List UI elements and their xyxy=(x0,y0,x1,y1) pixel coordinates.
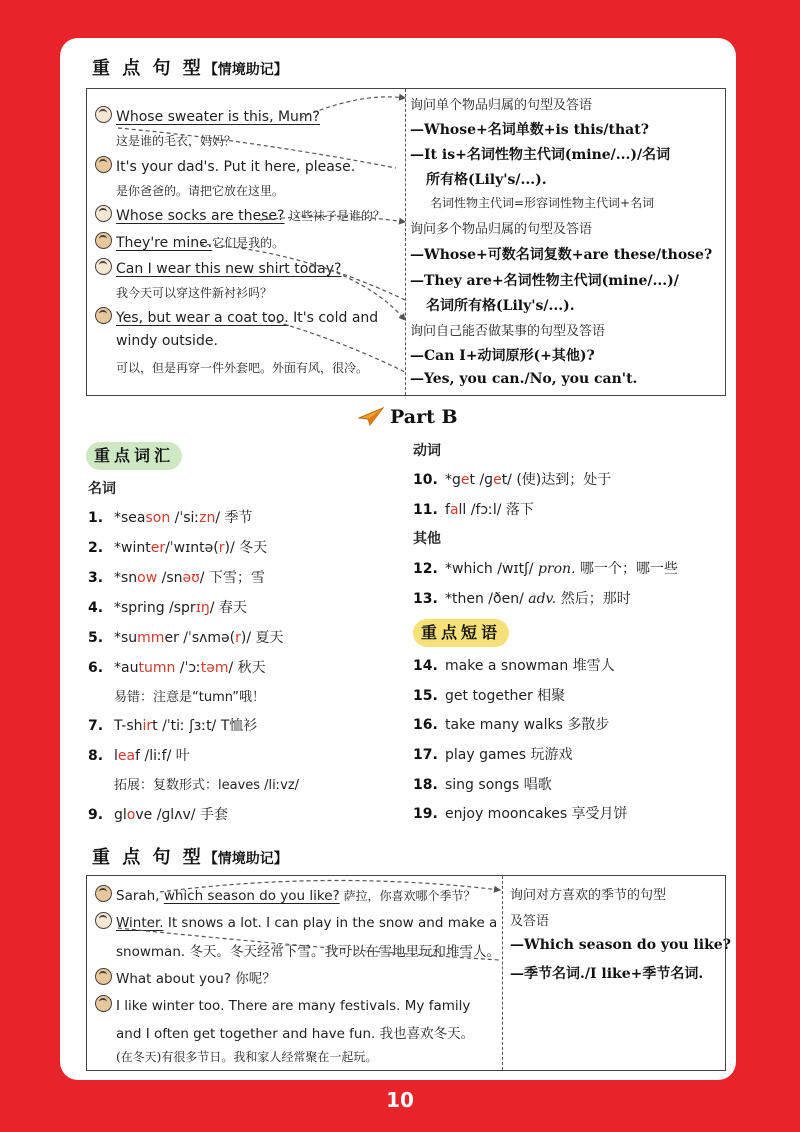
vocab-note: 易错：注意是“tumn”哦！ xyxy=(114,690,265,705)
dialog-line: It's your dad's. Put it here, please. xyxy=(95,156,355,175)
vocab-item: 13. *then /ðen/ adv. 然后；那时 xyxy=(413,591,631,607)
pattern-line: —Yes, you can./No, you can't. xyxy=(410,371,638,387)
paper-plane-icon xyxy=(358,406,384,426)
dialog-translation: 我今天可以穿这件新衬衫吗？ xyxy=(116,286,273,300)
part-title: Part B xyxy=(358,406,458,428)
pattern-line: 名词所有格(Lily's/...). xyxy=(426,298,575,314)
woman-face-icon xyxy=(95,307,112,324)
dialog-line-cont: and I often get together and have fun. 我也喜欢冬天。 xyxy=(116,1026,475,1042)
pattern-heading: 及答语 xyxy=(510,914,550,929)
dialog-line: Can I wear this new shirt today? xyxy=(95,258,341,277)
phrase-item: 18. sing songs 唱歌 xyxy=(413,777,552,793)
boy-face-icon xyxy=(95,995,112,1012)
phrase-item: 15. get together 相聚 xyxy=(413,688,566,704)
boy-face-icon xyxy=(95,885,112,902)
pattern-heading: 询问多个物品归属的句型及答语 xyxy=(410,222,593,237)
vocab-item: 12. *which /wɪtʃ/ pron. 哪一个；哪一些 xyxy=(413,561,678,577)
dialog-translation: 可以，但是再穿一件外套吧。外面有风，很冷。 xyxy=(116,361,369,375)
pattern-line: —Whose+名词单数+is this/that? xyxy=(410,122,649,138)
phrase-item: 17. play games 玩游戏 xyxy=(413,747,573,763)
section-subtitle: 【情境助记】 xyxy=(203,62,288,78)
pattern-line: —It is+名词性物主代词(mine/...)/名词 xyxy=(410,147,671,163)
section-title-text: 重 点 句 型 xyxy=(92,58,204,79)
girl-face-icon xyxy=(95,205,112,222)
vocab-item: 3. *snow /snəʊ/ 下雪；雪 xyxy=(88,570,265,586)
vocab-item: 9. glove /ɡlʌv/ 手套 xyxy=(88,807,228,823)
pattern-line: —They are+名词性物主代词(mine/...)/ xyxy=(410,273,679,289)
pattern-line: —Which season do you like? xyxy=(510,937,731,953)
dialog-line-cont: windy outside. xyxy=(116,333,218,349)
dialog-translation: (在冬天)有很多节日。我和家人经常聚在一起玩。 xyxy=(116,1050,378,1064)
page-number: 10 xyxy=(386,1088,414,1112)
dialog-line: Yes, but wear a coat too. It's cold and xyxy=(95,307,378,326)
vocab-item: 7. T-shirt /ˈtiː ʃɜːt/ T恤衫 xyxy=(88,718,258,734)
vocab-heading: 重点词汇 xyxy=(86,442,182,470)
sentence-section-title-2: 重 点 句 型【情境助记】 xyxy=(92,847,288,868)
vocab-item: 10. *get /ɡet/ (使)达到；处于 xyxy=(413,472,612,488)
woman-face-icon xyxy=(95,232,112,249)
dialog-line: Whose socks are these? 这些袜子是谁的？ xyxy=(95,205,385,224)
phrase-item: 16. take many walks 多散步 xyxy=(413,717,610,733)
phrase-heading: 重点短语 xyxy=(413,619,509,647)
other-label: 其他 xyxy=(413,531,441,547)
dialog-line: They're mine.它们是我的。 xyxy=(95,232,284,251)
pattern-note: 名词性物主代词=形容词性物主代词+名词 xyxy=(430,196,655,210)
vocab-item: 6. *autumn /ˈɔːtəm/ 秋天 xyxy=(88,660,266,676)
pattern-line: 所有格(Lily's/...). xyxy=(426,172,547,188)
noun-label: 名词 xyxy=(88,481,116,497)
pattern-heading: 询问对方喜欢的季节的句型 xyxy=(510,888,667,903)
phrase-item: 14. make a snowman 堆雪人 xyxy=(413,658,615,674)
sentence-section-title-1 xyxy=(92,54,288,80)
vocab-item: 8. leaf /liːf/ 叶 xyxy=(88,748,190,764)
pattern-line: —Can I+动词原形(+其他)? xyxy=(410,348,595,364)
box-divider xyxy=(405,89,406,395)
phrase-item: 19. enjoy mooncakes 享受月饼 xyxy=(413,806,628,822)
box-divider xyxy=(502,876,503,1070)
dialog-line: I like winter too. There are many festivals. My family xyxy=(95,995,470,1014)
pattern-line: —季节名词./I like+季节名词. xyxy=(510,966,704,982)
vocab-item: 4. *spring /sprɪŋ/ 春天 xyxy=(88,600,247,616)
vocab-note: 拓展：复数形式：leaves /liːvz/ xyxy=(114,778,300,793)
girl-face-icon xyxy=(95,258,112,275)
verb-label: 动词 xyxy=(413,443,441,459)
boy-face-icon xyxy=(95,968,112,985)
vocab-item: 5. *summer /ˈsʌmə(r)/ 夏天 xyxy=(88,630,284,646)
vocab-item: 1. *season /ˈsiːzn/ 季节 xyxy=(88,510,253,526)
dialog-line: Whose sweater is this, Mum? xyxy=(95,106,320,125)
pattern-heading: 询问单个物品归属的句型及答语 xyxy=(410,98,593,113)
woman-face-icon xyxy=(95,156,112,173)
girl-face-icon xyxy=(95,106,112,123)
dialog-line-cont: snowman. 冬天。冬天经常下雪。我可以在雪地里玩和堆雪人。 xyxy=(116,944,500,960)
pattern-heading: 询问自己能否做某事的句型及答语 xyxy=(410,324,606,339)
pattern-line: —Whose+可数名词复数+are these/those? xyxy=(410,247,713,263)
dialog-line: Sarah, which season do you like? 萨拉，你喜欢哪个季节？ xyxy=(95,885,476,904)
vocab-item: 11. fall /fɔːl/ 落下 xyxy=(413,502,534,518)
dialog-line: What about you? 你呢？ xyxy=(95,967,276,987)
vocab-item: 2. *winter/ˈwɪntə(r)/ 冬天 xyxy=(88,540,268,556)
girl-face-icon xyxy=(95,912,112,929)
dialog-translation: 是你爸爸的。请把它放在这里。 xyxy=(116,184,285,198)
dialog-line: Winter. It snows a lot. I can play in the snow and make a xyxy=(95,912,497,931)
dialog-translation: 这是谁的毛衣，妈妈？ xyxy=(116,134,237,148)
